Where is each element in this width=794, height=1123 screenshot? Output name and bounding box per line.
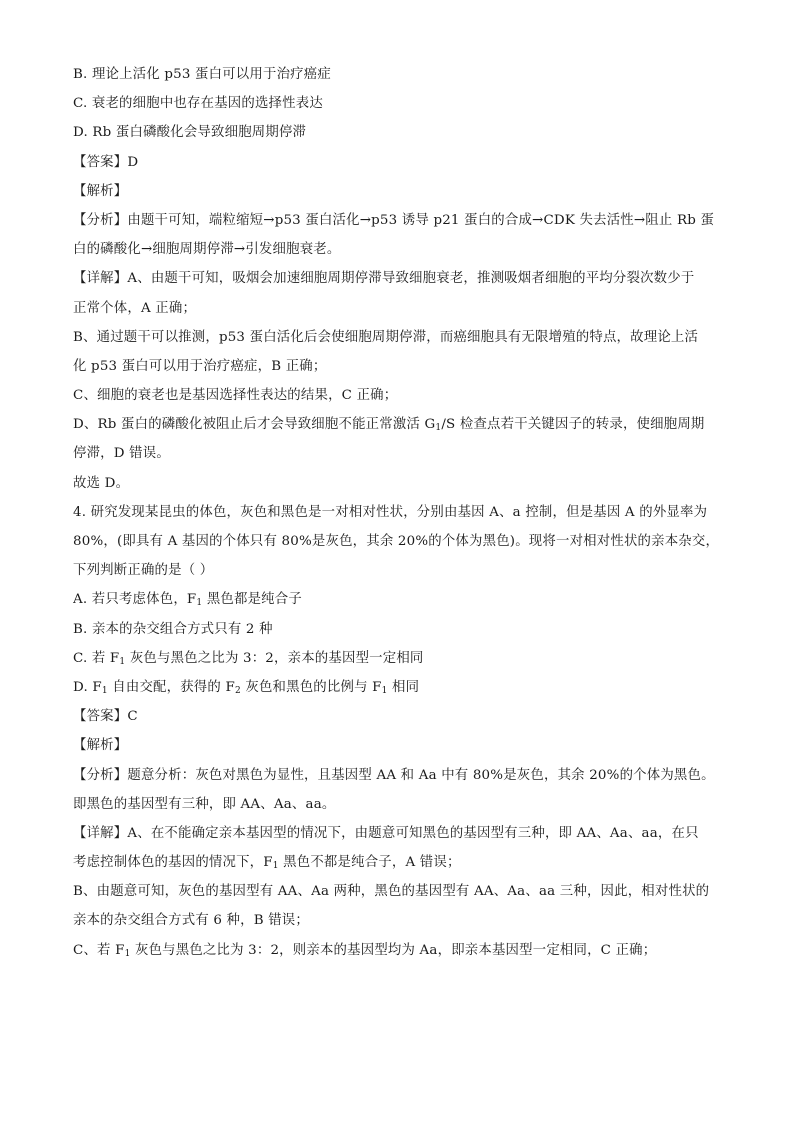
subscript: 1 <box>381 685 388 696</box>
text: 停滞，D 错误。 <box>73 446 170 462</box>
text: 4. 研究发现某昆虫的体色，灰色和黑色是一对相对性状，分别由基因 A、a 控制，但是基因 A 的外显率为 <box>73 504 708 520</box>
conclusion <box>73 469 722 498</box>
text: 【解析】 <box>73 738 128 754</box>
detail-text-line <box>73 819 722 848</box>
option-c <box>73 89 722 118</box>
analysis-text-line <box>73 790 722 819</box>
detail-text-line <box>73 352 722 381</box>
text: 灰色和黑色的比例与 F <box>240 679 382 695</box>
subscript: 1 <box>124 948 131 959</box>
text: 即黑色的基因型有三种，即 AA、Aa、aa。 <box>73 796 336 812</box>
detail-text-line <box>73 381 722 410</box>
detail-text-line <box>73 410 722 439</box>
text: 白的磷酸化→细胞周期停滞→引发细胞衰老。 <box>73 242 341 258</box>
text: 考虑控制体色的基因的情况下，F <box>73 855 273 871</box>
text: 【分析】题意分析：灰色对黑色为显性，且基因型 AA 和 Aa 中有 80%是灰色，其余 20%的个体为黑色。 <box>73 767 715 783</box>
analysis-text-line <box>73 206 722 235</box>
detail-text-line <box>73 264 722 293</box>
subscript: 2 <box>234 685 241 696</box>
text: C、若 F <box>73 942 125 958</box>
text: 正常个体，A 正确； <box>73 300 197 316</box>
text: C. 若 F <box>73 650 120 666</box>
detail-text-line <box>73 936 722 965</box>
text: 【详解】A、在不能确定亲本基因型的情况下，由题意可知黑色的基因型有三种，即 AA、Aa、aa，在只 <box>73 825 699 841</box>
text: 黑色都是纯合子 <box>202 592 302 608</box>
text: B. 亲本的杂交组合方式只有 2 种 <box>73 621 273 637</box>
detail-text-line <box>73 439 722 468</box>
detail-text-line <box>73 906 722 935</box>
subscript: 1 <box>435 423 442 434</box>
text: D、Rb 蛋白的磷酸化被阻止后才会导致细胞不能正常激活 G <box>73 417 436 433</box>
detail-text-line <box>73 877 722 906</box>
analysis-text-line <box>73 235 722 264</box>
detail-text-line <box>73 848 722 877</box>
text: C、细胞的衰老也是基因选择性表达的结果，C 正确； <box>73 388 398 404</box>
text: D. Rb 蛋白磷酸化会导致细胞周期停滞 <box>73 125 307 141</box>
question-4-stem <box>73 498 722 527</box>
option-b <box>73 615 722 644</box>
text: B. 理论上活化 p53 蛋白可以用于治疗癌症 <box>73 67 331 82</box>
text: 【分析】由题干可知，端粒缩短→p53 蛋白活化→p53 诱导 p21 蛋白的合成→CDK 失去活性→阻止 Rb 蛋 <box>73 212 715 228</box>
text: 【详解】A、由题干可知，吸烟会加速细胞周期停滞导致细胞衰老，推测吸烟者细胞的平均分裂次数少于 <box>73 271 695 287</box>
text: /S 检查点若干关键因子的转录，使细胞周期 <box>441 417 705 433</box>
option-a <box>73 585 722 614</box>
text: 相同 <box>387 679 420 695</box>
answer-label <box>73 148 722 177</box>
text: 80%，(即具有 A 基因的个体只有 80%是灰色，其余 20%的个体为黑色)。现将一对相对性状的亲本杂交， <box>73 534 720 549</box>
text: 亲本的杂交组合方式有 6 种，B 错误； <box>73 913 309 929</box>
text: B、由题意可知，灰色的基因型有 AA、Aa 两种，黑色的基因型有 AA、Aa、aa 三种，因此，相对性状的 <box>73 884 710 900</box>
subscript: 1 <box>101 685 108 696</box>
text: 故选 D。 <box>73 475 130 491</box>
analysis-label <box>73 731 722 760</box>
subscript: 1 <box>196 598 203 609</box>
text: A. 若只考虑体色，F <box>73 592 197 608</box>
text: D. F <box>73 679 102 695</box>
detail-text-line <box>73 323 722 352</box>
text: 【解析】 <box>73 183 128 199</box>
text: 下列判断正确的是（ ） <box>73 563 214 579</box>
text: C. 衰老的细胞中也存在基因的选择性表达 <box>73 96 323 112</box>
text: 【答案】D <box>73 154 139 170</box>
option-d <box>73 673 722 702</box>
option-b <box>73 60 722 89</box>
subscript: 1 <box>272 861 279 872</box>
text: 化 p53 蛋白可以用于治疗癌症，B 正确； <box>73 358 327 374</box>
question-4-stem <box>73 527 722 556</box>
text: 自由交配，获得的 F <box>107 679 235 695</box>
question-4-stem <box>73 556 722 585</box>
text: 黑色不都是纯合子，A 错误； <box>278 855 461 871</box>
text: B、通过题干可以推测，p53 蛋白活化后会使细胞周期停滞，而癌细胞具有无限增殖的特点，故理论上活 <box>73 329 699 345</box>
text: 【答案】C <box>73 709 138 725</box>
text: 灰色与黑色之比为 3：2，亲本的基因型一定相同 <box>125 650 424 666</box>
analysis-label <box>73 177 722 206</box>
analysis-text-line <box>73 761 722 790</box>
text: 灰色与黑色之比为 3：2，则亲本的基因型均为 Aa，即亲本基因型一定相同，C 正确； <box>130 942 657 958</box>
answer-label <box>73 702 722 731</box>
option-c <box>73 644 722 673</box>
option-d <box>73 118 722 147</box>
subscript: 1 <box>119 656 126 667</box>
detail-text-line <box>73 294 722 323</box>
